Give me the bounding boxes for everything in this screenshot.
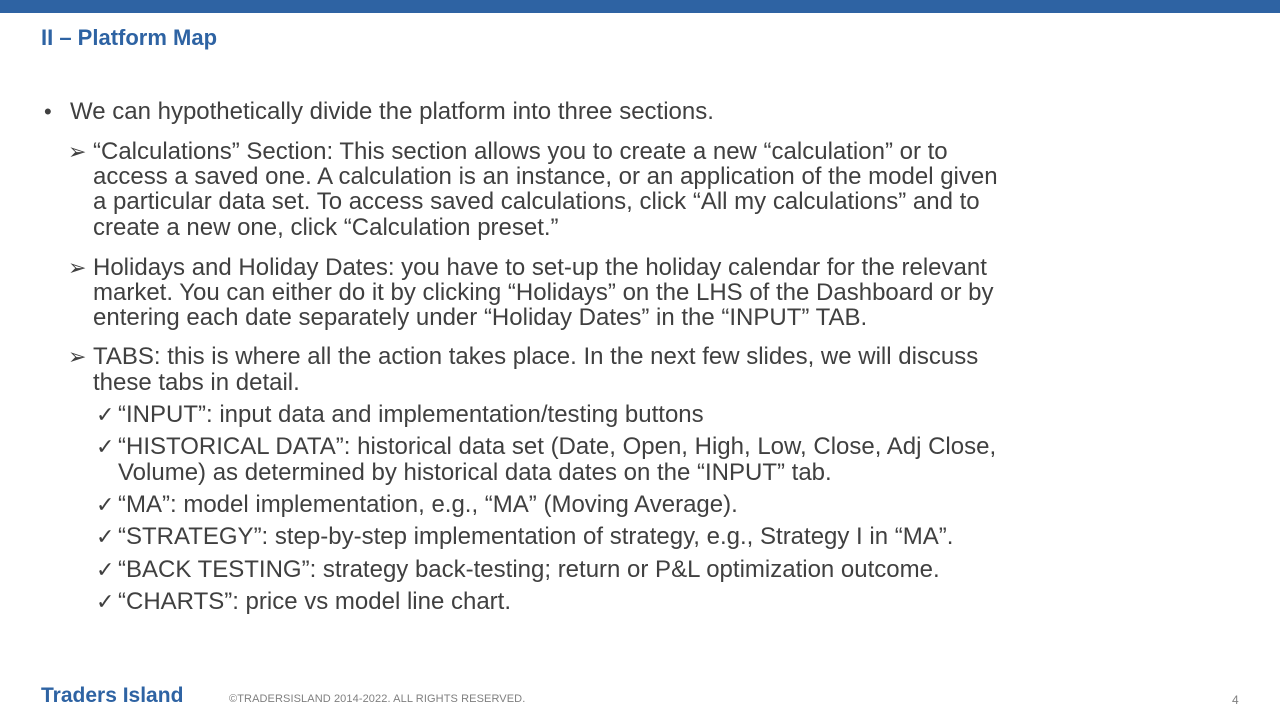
- tab-historical-line-1: “HISTORICAL DATA”: historical data set (Date, Open, High, Low, Close, Adj Close,: [118, 433, 997, 460]
- intro-text: We can hypothetically divide the platform into three sections.: [70, 98, 714, 125]
- calculations-line-3: a particular data set. To access saved calculations, click “All my calculations” and to: [93, 188, 980, 215]
- check-icon: ✓: [96, 402, 115, 427]
- footer-brand-logo: Traders Island: [41, 684, 184, 707]
- tab-ma-line: “MA”: model implementation, e.g., “MA” (Moving Average).: [118, 491, 738, 518]
- check-icon: ✓: [96, 434, 115, 459]
- tab-charts-line: “CHARTS”: price vs model line chart.: [118, 588, 511, 615]
- tab-input-line: “INPUT”: input data and implementation/testing buttons: [118, 401, 704, 428]
- arrow-bullet-icon: ➢: [68, 344, 87, 369]
- footer-copyright: ©TRADERSISLAND 2014-2022. ALL RIGHTS RESERVED.: [229, 693, 526, 705]
- check-icon: ✓: [96, 492, 115, 517]
- check-icon: ✓: [96, 589, 115, 614]
- page-number: 4: [1232, 693, 1239, 707]
- arrow-bullet-icon: ➢: [68, 139, 87, 164]
- tab-strategy-line: “STRATEGY”: step-by-step implementation of strategy, e.g., Strategy I in “MA”.: [118, 523, 954, 550]
- holidays-line-3: entering each date separately under “Holiday Dates” in the “INPUT” TAB.: [93, 304, 868, 331]
- tabs-line-2: these tabs in detail.: [93, 369, 300, 396]
- check-icon: ✓: [96, 524, 115, 549]
- tab-historical-line-2: Volume) as determined by historical data dates on the “INPUT” tab.: [118, 459, 832, 486]
- calculations-line-4: create a new one, click “Calculation preset.”: [93, 214, 559, 241]
- holidays-line-2: market. You can either do it by clicking “Holidays” on the LHS of the Dashboard or by: [93, 279, 994, 306]
- tabs-line-1: TABS: this is where all the action takes place. In the next few slides, we will discuss: [93, 343, 979, 370]
- bullet-marker: •: [44, 99, 52, 124]
- check-icon: ✓: [96, 557, 115, 582]
- slide-title: II – Platform Map: [41, 25, 218, 50]
- tab-backtesting-line: “BACK TESTING”: strategy back-testing; return or P&L optimization outcome.: [118, 556, 940, 583]
- holidays-line-1: Holidays and Holiday Dates: you have to set-up the holiday calendar for the relevant: [93, 254, 987, 281]
- arrow-bullet-icon: ➢: [68, 255, 87, 280]
- calculations-line-1: “Calculations” Section: This section allows you to create a new “calculation” or to: [93, 138, 948, 165]
- calculations-line-2: access a saved one. A calculation is an instance, or an application of the model given: [93, 163, 998, 190]
